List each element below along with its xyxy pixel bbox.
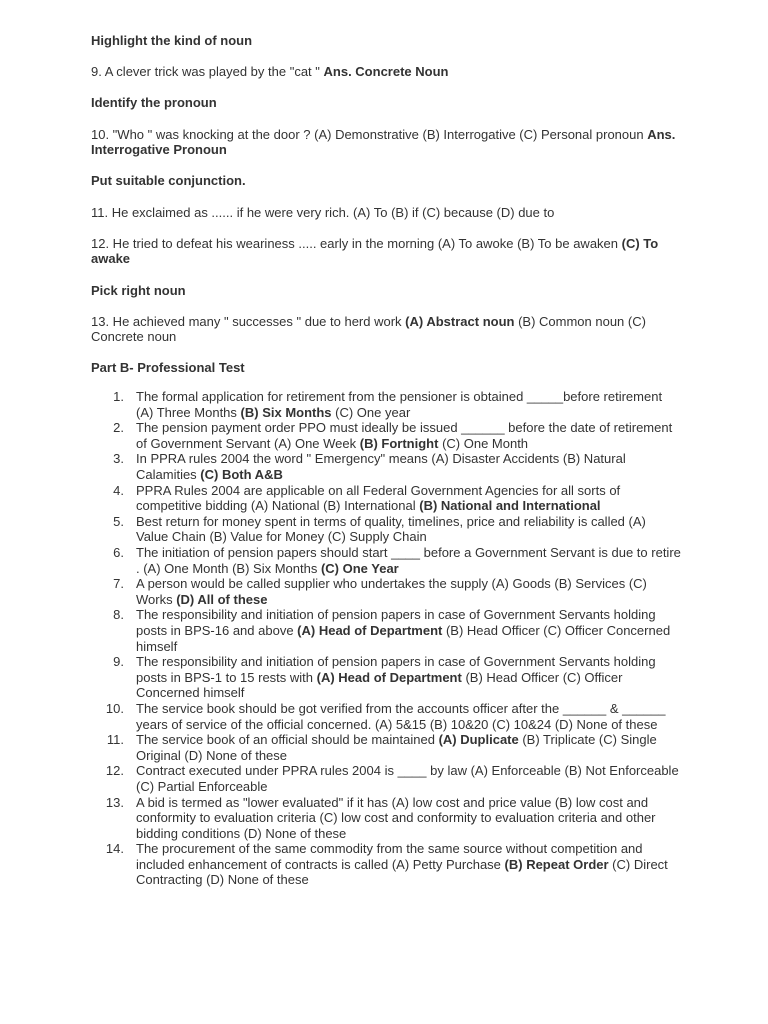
item-number: 14. <box>105 841 124 857</box>
answer-text: (A) Abstract noun <box>405 313 515 329</box>
item-number: 3. <box>113 451 124 467</box>
item-answer: (B) Fortnight <box>359 435 439 451</box>
list-item <box>91 701 681 732</box>
item-number: 4. <box>113 482 124 498</box>
question-text-after: (B) Common noun (C) Concrete noun <box>91 313 646 345</box>
item-answer: (A) Duplicate <box>438 732 519 748</box>
heading-pick-right-noun: Pick right noun <box>91 282 186 298</box>
list-item <box>91 795 681 842</box>
question-text: 13. He achieved many " successes " due to herd work <box>91 313 406 329</box>
item-text-after: (C) Direct Contracting (D) None of these <box>136 856 668 888</box>
list-item <box>91 607 681 654</box>
question-11 <box>91 205 691 221</box>
item-text-after: (C) One Month <box>438 435 529 451</box>
list-item <box>91 763 681 794</box>
list-item <box>91 483 681 514</box>
item-text: The initiation of pension papers should start ____ before a Government Servant is due to retire . (A) One Month (B) Six Months <box>136 545 681 576</box>
heading-identify-pronoun: Identify the pronoun <box>91 95 217 111</box>
item-text: In PPRA rules 2004 the word " Emergency" means (A) Disaster Accidents (B) Natural Calamities <box>136 451 626 483</box>
item-text: The service book of an official should be maintained <box>136 732 439 748</box>
item-number: 1. <box>113 389 124 405</box>
item-answer: (C) Both A&B <box>200 467 283 483</box>
list-item <box>91 654 681 701</box>
question-10 <box>91 127 691 158</box>
list-item <box>91 389 681 420</box>
answer-text: Ans. Interrogative Pronoun <box>91 126 676 158</box>
question-9 <box>91 64 691 80</box>
item-number: 8. <box>113 607 124 623</box>
list-item <box>91 576 681 607</box>
question-text: 10. "Who " was knocking at the door ? (A) Demonstrative (B) Interrogative (C) Personal pronoun <box>91 126 648 142</box>
item-text: The formal application for retirement from the pensioner is obtained _____before retirement (A) Three Months <box>136 389 663 420</box>
item-number: 10. <box>105 700 124 716</box>
item-text-after: (B) Head Officer (C) Officer Concerned himself <box>136 669 623 701</box>
item-number: 6. <box>113 545 124 560</box>
item-answer: (C) One Year <box>320 560 399 576</box>
question-13 <box>91 314 691 345</box>
item-text: The procurement of the same commodity from the same source without competition and included enhancement of contracts is called (A) Petty Purchase <box>136 841 643 872</box>
answer-text: Ans. Concrete Noun <box>323 64 449 80</box>
question-text: 11. He exclaimed as ...... if he were very rich. (A) To (B) if (C) because (D) due to <box>91 204 555 220</box>
item-number: 7. <box>113 576 124 592</box>
item-text: The responsibility and initiation of pension papers in case of Government Servants holding posts in BPS-1 to 15 rests with <box>136 654 656 685</box>
item-text-after: (B) Head Officer (C) Officer Concerned himself <box>136 622 671 654</box>
heading-kind-of-noun: Highlight the kind of noun <box>91 33 253 48</box>
list-item <box>91 514 681 545</box>
answer-text: (C) To awake <box>91 235 659 267</box>
part-b-title: Part B- Professional Test <box>91 360 245 376</box>
list-item <box>91 420 681 451</box>
item-answer: (A) Head of Department <box>297 622 443 638</box>
professional-test-list <box>91 389 691 888</box>
item-text: PPRA Rules 2004 are applicable on all Federal Government Agencies for all sorts of competitive bidding (A) National (B) International <box>136 482 621 514</box>
item-text: The service book should be got verified from the accounts officer after the ______ & ______ years of service of the official concerned. (A) 5&15 (B) 10&20 (C) 10&24 (D) None of these <box>136 700 666 732</box>
question-text: 9. A clever trick was played by the "cat " <box>91 64 324 80</box>
item-number: 11. <box>106 732 124 748</box>
item-answer: (D) All of these <box>176 591 268 607</box>
list-item <box>91 545 681 576</box>
item-text-after: (B) Triplicate (C) Single Original (D) None of these <box>136 732 657 763</box>
item-number: 13. <box>105 794 124 810</box>
document-page <box>91 33 691 888</box>
item-number: 5. <box>113 513 124 529</box>
item-answer: (B) Six Months <box>240 404 332 420</box>
item-answer: (B) National and International <box>419 498 601 514</box>
item-number: 9. <box>113 654 124 670</box>
item-text: The responsibility and initiation of pension papers in case of Government Servants holding posts in BPS-16 and above <box>136 607 656 638</box>
item-number: 2. <box>113 420 124 436</box>
item-text-after: (C) One year <box>331 404 411 420</box>
list-item <box>91 451 681 482</box>
item-text: The pension payment order PPO must ideally be issued ______ before the date of retirement of Government Servant (A) One Week <box>136 420 673 451</box>
item-text: Contract executed under PPRA rules 2004 is ____ by law (A) Enforceable (B) Not Enforceable (C) Partial Enforceable <box>136 763 679 794</box>
list-item <box>91 841 681 888</box>
item-number: 12. <box>105 763 124 779</box>
item-text: A bid is termed as "lower evaluated" if it has (A) low cost and price value (B) low cost and conformity to evaluation criteria (C) low cost and conformity to evaluation criteria and other bidding conditions (D) None of these <box>136 794 656 841</box>
list-item <box>91 732 681 763</box>
question-12 <box>91 236 691 267</box>
item-answer: (B) Repeat Order <box>504 856 609 872</box>
heading-suitable-conjunction: Put suitable conjunction. <box>91 173 246 189</box>
item-answer: (A) Head of Department <box>316 669 462 685</box>
question-text: 12. He tried to defeat his weariness ..... early in the morning (A) To awoke (B) To be awaken <box>91 235 622 251</box>
item-text: A person would be called supplier who undertakes the supply (A) Goods (B) Services (C) Works <box>136 576 647 607</box>
item-text: Best return for money spent in terms of quality, timelines, price and reliability is called (A) Value Chain (B) Value for Money (C) Supply Chain <box>136 513 646 545</box>
